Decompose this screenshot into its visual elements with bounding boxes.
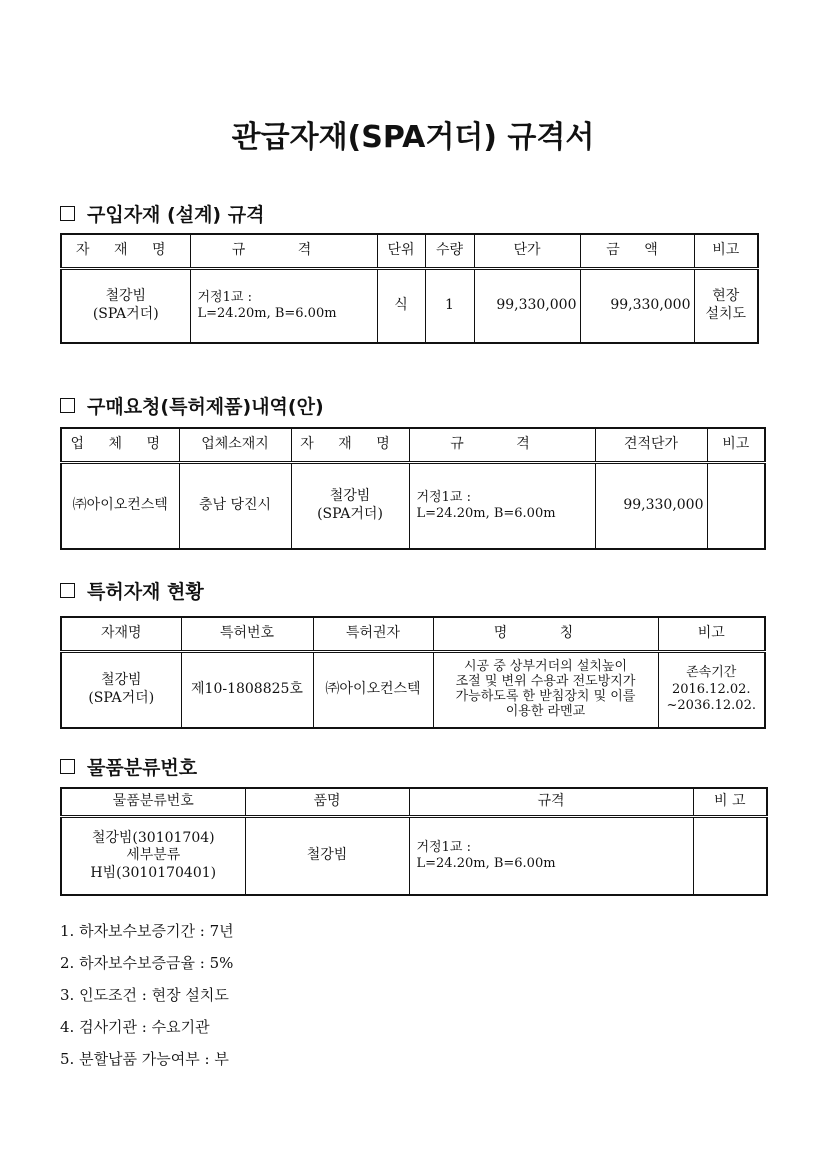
header-cell: 업체소재지 <box>179 428 291 463</box>
table-header-row <box>61 788 767 817</box>
header-cell: 단위 <box>377 234 425 269</box>
table-header-row <box>61 234 758 269</box>
checkbox-square-icon <box>60 398 75 413</box>
header-cell: 특허번호 <box>181 617 313 652</box>
spec-cell: 거정1교 : L=24.20m, B=6.00m <box>190 269 377 343</box>
list-item: 3. 인도조건 : 현장 설치도 <box>60 986 229 1004</box>
section-heading-purchase-request <box>60 392 324 419</box>
material-name-cell: 철강빔 (SPA거더) <box>61 269 190 343</box>
header-cell: 자재명 <box>61 617 181 652</box>
header-cell: 비고 <box>658 617 765 652</box>
header-cell: 비고 <box>694 234 758 269</box>
patent-holder-cell: ㈜아이오컨스텍 <box>313 652 433 728</box>
table-header-row <box>61 617 765 652</box>
list-item: 5. 분할납품 가능여부 : 부 <box>60 1050 229 1068</box>
header-cell: 명 칭 <box>433 617 658 652</box>
list-item: 1. 하자보수보증기간 : 7년 <box>60 922 234 940</box>
header-cell: 비고 <box>707 428 765 463</box>
header-cell: 자 재 명 <box>61 234 190 269</box>
header-cell: 견적단가 <box>595 428 707 463</box>
material-name-cell: 철강빔 (SPA거더) <box>61 652 181 728</box>
classification-table <box>60 787 768 896</box>
header-cell: 자 재 명 <box>291 428 409 463</box>
conditions-list <box>60 915 234 1075</box>
amount-cell: 99,330,000 <box>580 269 694 343</box>
header-cell: 단가 <box>474 234 580 269</box>
header-cell: 규격 <box>409 788 693 817</box>
section-title: 물품분류번호 <box>87 757 198 779</box>
note-cell: 현장 설치도 <box>694 269 758 343</box>
note-cell: 존속기간 2016.12.02. ~2036.12.02. <box>658 652 765 728</box>
checkbox-square-icon <box>60 583 75 598</box>
classification-code-cell: 철강빔(30101704) 세부분류 H빔(3010170401) <box>61 817 245 895</box>
header-cell: 비 고 <box>693 788 767 817</box>
header-cell: 수량 <box>425 234 474 269</box>
patent-title-cell: 시공 중 상부거더의 설치높이 조절 및 변위 수용과 전도방지가 가능하도록 한 받침장치 및 이를 이용한 라멘교 <box>433 652 658 728</box>
section-heading-classification <box>60 753 197 780</box>
header-cell: 금 액 <box>580 234 694 269</box>
section-title: 특허자재 현황 <box>87 581 204 603</box>
table-row <box>61 817 767 895</box>
table-row <box>61 463 765 549</box>
section-heading-purchase-spec <box>60 200 264 227</box>
quantity-cell: 1 <box>425 269 474 343</box>
header-cell: 특허권자 <box>313 617 433 652</box>
item-name-cell: 철강빔 <box>245 817 409 895</box>
patent-status-table <box>60 616 766 729</box>
document-title: 관급자재(SPA거더) 규격서 <box>231 120 595 155</box>
note-cell <box>693 817 767 895</box>
header-cell: 규 격 <box>190 234 377 269</box>
header-cell: 품명 <box>245 788 409 817</box>
unit-price-cell: 99,330,000 <box>474 269 580 343</box>
purchase-request-table <box>60 427 766 550</box>
purchase-spec-table <box>60 233 759 344</box>
list-item: 4. 검사기관 : 수요기관 <box>60 1018 210 1036</box>
quote-price-cell: 99,330,000 <box>595 463 707 549</box>
section-title: 구입자재 (설계) 규격 <box>87 204 265 226</box>
table-row <box>61 652 765 728</box>
list-item: 2. 하자보수보증금율 : 5% <box>60 954 234 972</box>
unit-cell: 식 <box>377 269 425 343</box>
material-name-cell: 철강빔 (SPA거더) <box>291 463 409 549</box>
header-cell: 규 격 <box>409 428 595 463</box>
section-heading-patent-status <box>60 577 204 604</box>
location-cell: 충남 당진시 <box>179 463 291 549</box>
spec-cell: 거정1교 : L=24.20m, B=6.00m <box>409 463 595 549</box>
checkbox-square-icon <box>60 206 75 221</box>
note-cell <box>707 463 765 549</box>
spec-cell: 거정1교 : L=24.20m, B=6.00m <box>409 817 693 895</box>
header-cell: 업 체 명 <box>61 428 179 463</box>
table-header-row <box>61 428 765 463</box>
table-row <box>61 269 758 343</box>
patent-number-cell: 제10-1808825호 <box>181 652 313 728</box>
section-title: 구매요청(특허제품)내역(안) <box>87 396 324 418</box>
checkbox-square-icon <box>60 759 75 774</box>
header-cell: 물품분류번호 <box>61 788 245 817</box>
company-cell: ㈜아이오컨스텍 <box>61 463 179 549</box>
